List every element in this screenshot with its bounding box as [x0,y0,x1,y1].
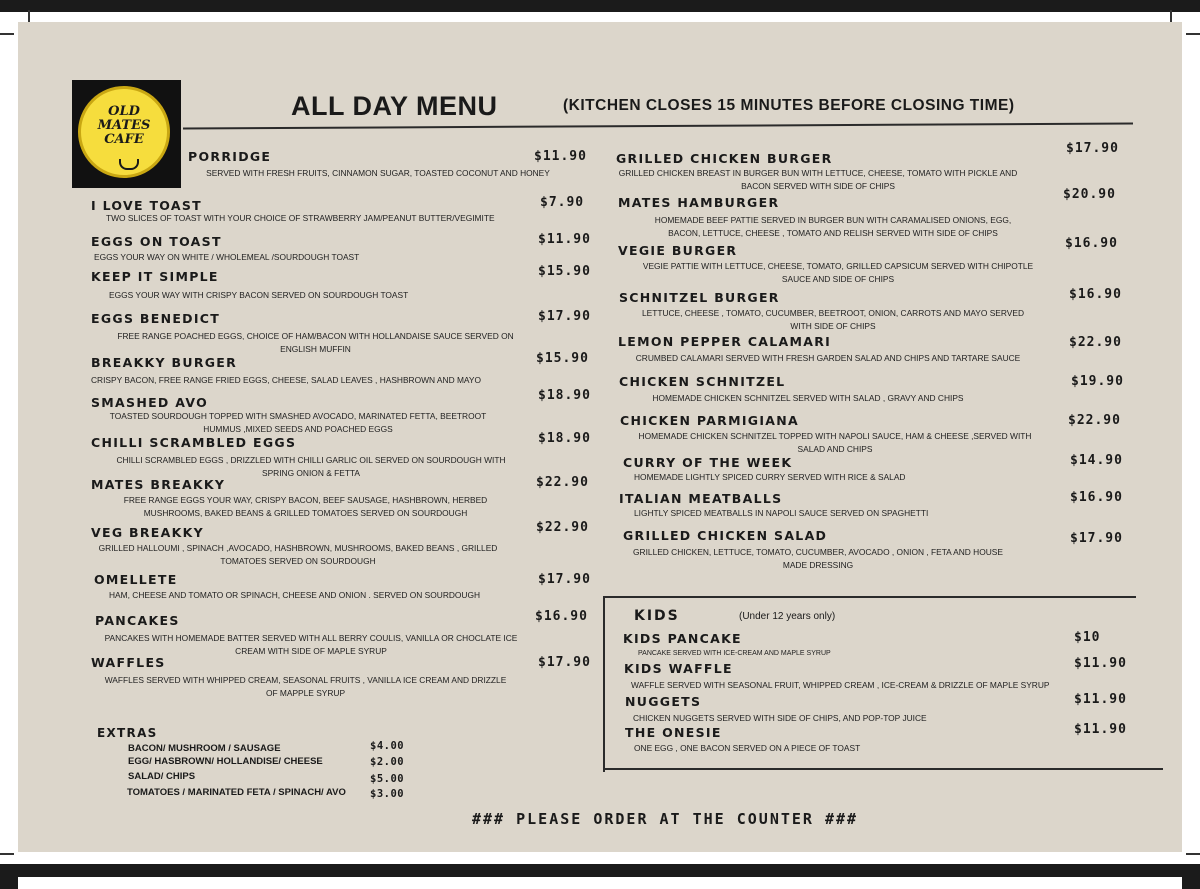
extras-item-name: BACON/ MUSHROOM / SAUSAGE [128,743,281,754]
kids-bottom-divider [603,768,1163,770]
menu-item-name: PORRIDGE [188,149,272,164]
menu-item-name: EGGS BENEDICT [91,311,221,326]
menu-item-desc: CHILLI SCRAMBLED EGGS , DRIZZLED WITH CHILLI GARLIC OIL SERVED ON SOURDOUGH WITH SPRING ONION & FETTA [116,455,506,478]
menu-item-price: $16.90 [535,609,588,624]
menu-item-price: $16.90 [1069,287,1122,302]
menu-sheet [18,22,1182,852]
extras-item-price: $3.00 [370,788,405,800]
menu-item-price: $18.90 [538,431,591,446]
logo-line-1: OLD [108,104,140,119]
menu-item-price: $11.90 [534,149,587,164]
menu-item-name: CHILLI SCRAMBLED EGGS [91,435,297,450]
menu-item-desc: EGGS YOUR WAY WITH CRISPY BACON SERVED ON SOURDOUGH TOAST [109,290,409,300]
menu-item-name: I LOVE TOAST [91,198,202,213]
menu-item-name: KEEP IT SIMPLE [91,269,219,284]
menu-item-name: EGGS ON TOAST [91,234,222,249]
menu-item-price: $7.90 [540,195,585,210]
crop-mark [0,33,14,35]
menu-item-desc: HOMEMADE LIGHTLY SPICED CURRY SERVED WITH RICE & SALAD [634,472,906,482]
menu-item-desc: HAM, CHEESE AND TOMATO OR SPINACH, CHEESE AND ONION . SERVED ON SOURDOUGH [109,590,481,600]
menu-item-desc: LETTUCE, CHEESE , TOMATO, CUCUMBER, BEETROOT, ONION, CARROTS AND MAYO SERVED WITH SIDE OF CHIPS [641,308,1025,331]
menu-item-desc: TWO SLICES OF TOAST WITH YOUR CHOICE OF STRAWBERRY JAM/PEANUT BUTTER/VEGIMITE [106,213,495,223]
menu-item-price: $14.90 [1070,453,1123,468]
menu-item-price: $16.90 [1070,490,1123,505]
menu-item-desc: GRILLED CHICKEN, LETTUCE, TOMATO, CUCUMBER, AVOCADO , ONION , FETA AND HOUSE MADE DRESSING [633,547,1003,570]
kids-top-divider [603,596,1136,598]
kids-item-name: KIDS WAFFLE [624,661,733,676]
menu-item-name: ITALIAN MEATBALLS [619,491,783,506]
extras-item-price: $2.00 [370,756,405,768]
menu-item-name: CHICKEN PARMIGIANA [620,413,800,428]
menu-item-desc: GRILLED CHICKEN BREAST IN BURGER BUN WITH LETTUCE, CHEESE, TOMATO WITH PICKLE AND BACON SERVED WITH SIDE OF CHIPS [618,168,1018,191]
crop-mark [1186,853,1200,855]
kids-item-name: NUGGETS [625,694,702,709]
menu-item-price: $18.90 [538,388,591,403]
menu-item-name: PANCAKES [95,613,180,628]
kids-title: KIDS [634,608,680,624]
menu-item-name: MATES BREAKKY [91,477,226,492]
menu-item-desc: GRILLED HALLOUMI , SPINACH ,AVOCADO, HASHBROWN, MUSHROOMS, BAKED BEANS , GRILLED TOMATOES SERVED ON SOURDOUGH [98,543,498,566]
menu-item-price: $11.90 [538,232,591,247]
logo-line-3: CAFE [104,132,144,147]
menu-item-price: $20.90 [1063,187,1116,202]
menu-item-desc: HOMEMADE CHICKEN SCHNITZEL TOPPED WITH NAPOLI SAUCE, HAM & CHEESE ,SERVED WITH SALAD AND CHIPS [638,431,1032,454]
menu-item-name: VEGIE BURGER [618,243,738,258]
menu-item-price: $17.90 [1070,531,1123,546]
menu-item-name: GRILLED CHICKEN BURGER [616,151,833,166]
menu-item-desc: CRUMBED CALAMARI SERVED WITH FRESH GARDEN SALAD AND CHIPS AND TARTARE SAUCE [635,353,1021,363]
menu-item-price: $17.90 [538,572,591,587]
menu-item-desc: FREE RANGE EGGS YOUR WAY, CRISPY BACON, BEEF SAUSAGE, HASHBROWN, HERBED MUSHROOMS, BAKED BEANS & GRILLED TOMATOES SERVED ON SOURDOUGH [123,495,488,518]
crop-mark [1186,33,1200,35]
cafe-logo [72,80,181,188]
menu-item-desc: HOMEMADE CHICKEN SCHNITZEL SERVED WITH SALAD , GRAVY AND CHIPS [652,393,964,403]
page-subtitle: (KITCHEN CLOSES 15 MINUTES BEFORE CLOSING TIME) [563,97,1015,114]
kids-item-name: THE ONESIE [625,725,722,740]
menu-item-desc: SERVED WITH FRESH FRUITS, CINNAMON SUGAR, TOASTED COCONUT AND HONEY [206,168,550,178]
menu-item-name: CURRY OF THE WEEK [623,455,793,470]
order-at-counter-notice: ### PLEASE ORDER AT THE COUNTER ### [472,810,859,828]
menu-item-desc: EGGS YOUR WAY ON WHITE / WHOLEMEAL /SOURDOUGH TOAST [94,252,360,262]
coffee-cup-icon [119,159,139,170]
menu-item-price: $22.90 [536,475,589,490]
menu-item-desc: CRISPY BACON, FREE RANGE FRIED EGGS, CHEESE, SALAD LEAVES , HASHBROWN AND MAYO [91,375,481,385]
menu-item-name: CHICKEN SCHNITZEL [619,374,786,389]
kids-item-desc: WAFFLE SERVED WITH SEASONAL FRUIT, WHIPPED CREAM , ICE-CREAM & DRIZZLE OF MAPLE SYRUP [631,680,1050,690]
page-title: ALL DAY MENU [291,91,498,121]
menu-item-name: OMELLETE [94,572,178,587]
menu-item-price: $17.90 [1066,141,1119,156]
logo-line-2: MATES [97,118,151,133]
menu-item-price: $22.90 [1069,335,1122,350]
menu-item-name: WAFFLES [91,655,166,670]
extras-item-name: SALAD/ CHIPS [128,771,196,782]
menu-item-price: $17.90 [538,655,591,670]
kids-item-name: KIDS PANCAKE [623,631,742,646]
menu-item-name: GRILLED CHICKEN SALAD [623,528,828,543]
menu-item-desc: FREE RANGE POACHED EGGS, CHOICE OF HAM/BACON WITH HOLLANDAISE SAUCE SERVED ON ENGLISH MUFFIN [117,331,514,354]
menu-item-desc: TOASTED SOURDOUGH TOPPED WITH SMASHED AVOCADO, MARINATED FETTA, BEETROOT HUMMUS ,MIXED SEEDS AND POACHED EGGS [109,411,487,434]
extras-item-price: $4.00 [370,740,405,752]
extras-item-price: $5.00 [370,773,405,785]
menu-item-desc: PANCAKES WITH HOMEMADE BATTER SERVED WITH ALL BERRY COULIS, VANILLA OR CHOCLATE ICE CREAM WITH SIDE OF MAPLE SYRUP [104,633,518,656]
menu-item-desc: HOMEMADE BEEF PATTIE SERVED IN BURGER BUN WITH CARAMALISED ONIONS, EGG, BACON, LETTUCE, CHEESE , TOMATO AND RELISH SERVED WITH SIDE OF CHIPS [654,215,1012,238]
kids-item-price: $11.90 [1074,656,1127,671]
extras-item-name: TOMATOES / MARINATED FETA / SPINACH/ AVO [127,787,346,798]
kids-item-price: $10 [1074,630,1101,645]
kids-item-price: $11.90 [1074,722,1127,737]
menu-item-name: MATES HAMBURGER [618,195,780,210]
extras-title: EXTRAS [97,726,158,740]
menu-item-price: $16.90 [1065,236,1118,251]
menu-item-price: $22.90 [1068,413,1121,428]
kids-item-desc: PANCAKE SERVED WITH ICE-CREAM AND MAPLE SYRUP [638,650,831,657]
next-page-edge [18,877,1182,889]
menu-item-name: LEMON PEPPER CALAMARI [618,334,832,349]
menu-item-name: VEG BREAKKY [91,525,204,540]
menu-item-price: $17.90 [538,309,591,324]
menu-item-price: $15.90 [536,351,589,366]
menu-item-price: $22.90 [536,520,589,535]
menu-item-price: $15.90 [538,264,591,279]
logo-circle [78,86,170,178]
kids-left-border [603,596,605,772]
extras-item-name: EGG/ HASBROWN/ HOLLANDISE/ CHEESE [128,756,323,767]
kids-note: (Under 12 years only) [739,611,836,622]
menu-item-desc: LIGHTLY SPICED MEATBALLS IN NAPOLI SAUCE SERVED ON SPAGHETTI [634,508,929,518]
menu-item-price: $19.90 [1071,374,1124,389]
menu-item-name: SMASHED AVO [91,395,209,410]
kids-item-desc: ONE EGG , ONE BACON SERVED ON A PIECE OF TOAST [634,743,861,753]
crop-mark [0,853,14,855]
menu-item-name: BREAKKY BURGER [91,355,238,370]
kids-item-price: $11.90 [1074,692,1127,707]
kids-item-desc: CHICKEN NUGGETS SERVED WITH SIDE OF CHIPS, AND POP-TOP JUICE [633,713,927,723]
menu-item-desc: WAFFLES SERVED WITH WHIPPED CREAM, SEASONAL FRUITS , VANILLA ICE CREAM AND DRIZZLE OF MAPPLE SYRUP [104,675,507,698]
top-band [0,0,1200,12]
menu-item-name: SCHNITZEL BURGER [619,290,780,305]
menu-item-desc: VEGIE PATTIE WITH LETTUCE, CHEESE, TOMATO, GRILLED CAPSICUM SERVED WITH CHIPOTLE SAUCE AND SIDE OF CHIPS [642,261,1034,284]
header-divider [183,123,1133,129]
